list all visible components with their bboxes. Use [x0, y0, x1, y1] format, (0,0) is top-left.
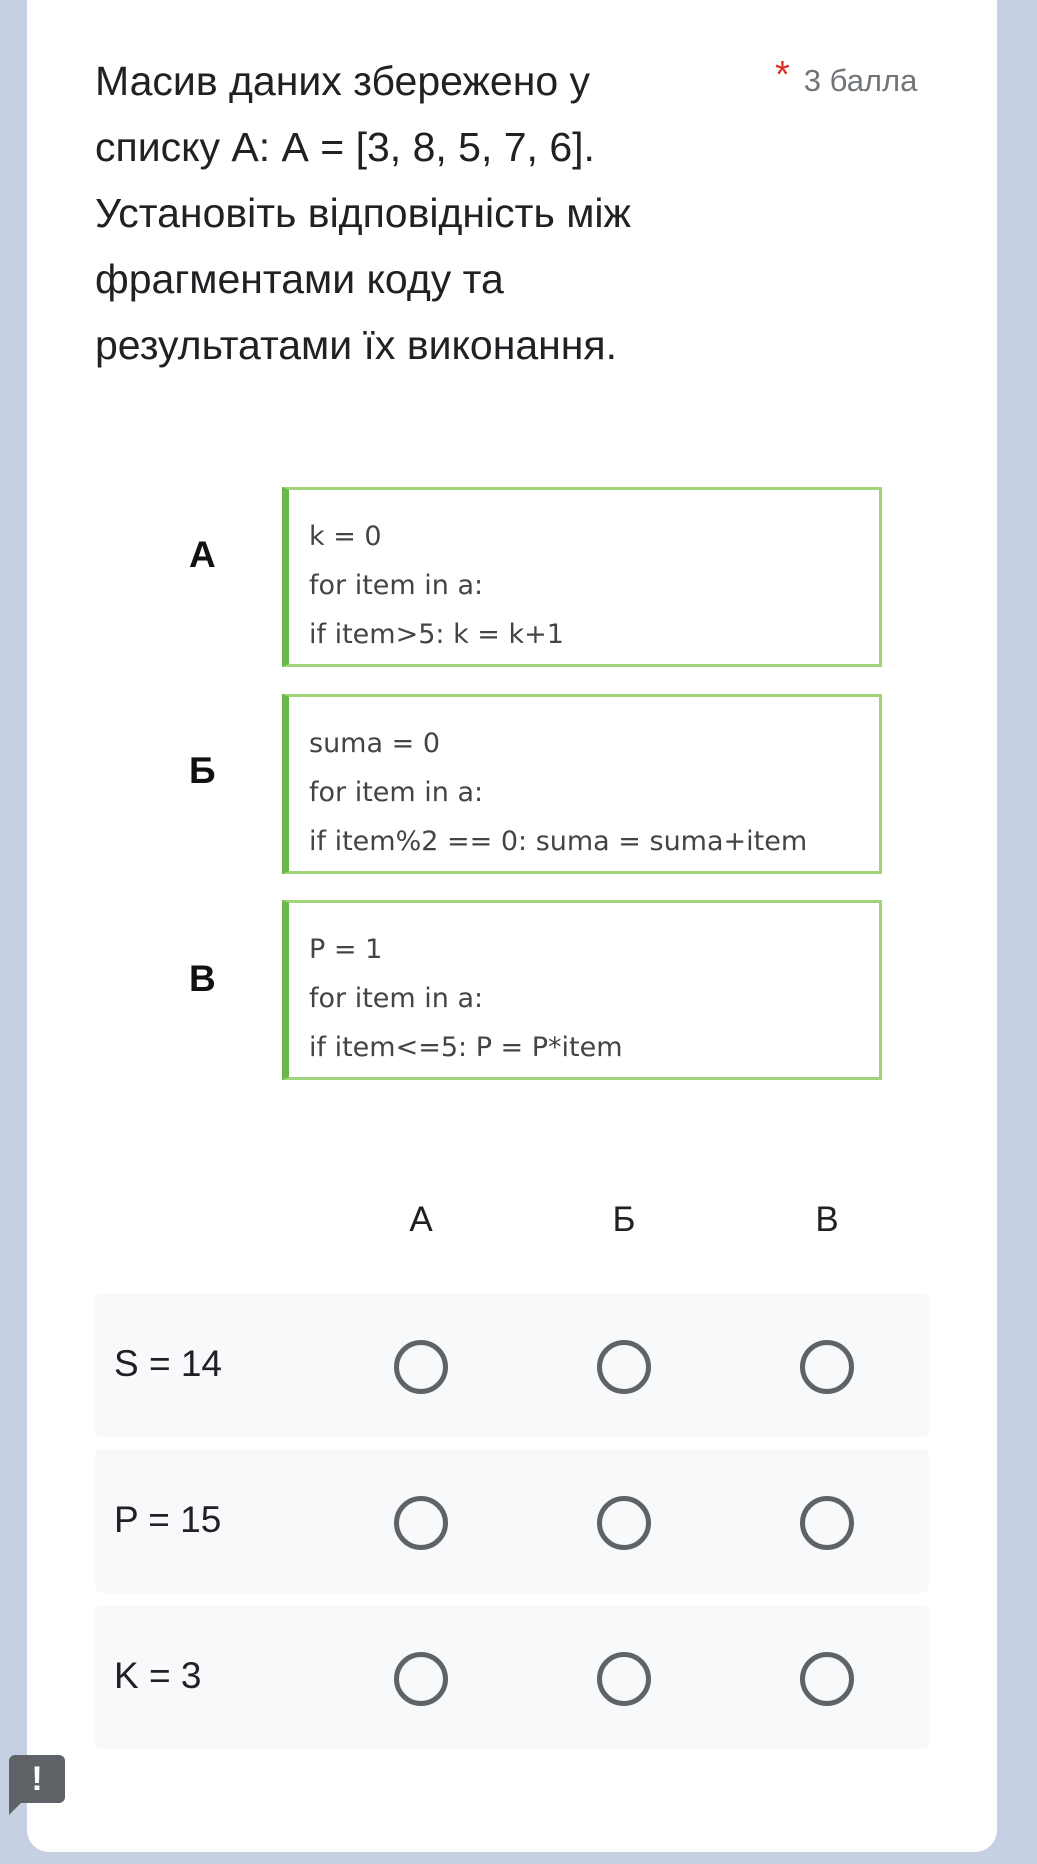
- grid-column-b: Б: [612, 1200, 636, 1239]
- code-line: P = 1: [309, 934, 383, 965]
- code-line: if item<=5: P = P*item: [309, 1032, 623, 1063]
- code-line: k = 0: [309, 521, 382, 552]
- code-line: suma = 0: [309, 728, 440, 759]
- code-line: for item in a:: [309, 983, 484, 1014]
- question-text: [95, 48, 715, 378]
- grid-row-s14: [95, 1293, 929, 1437]
- fragment-label-c: В: [189, 958, 216, 999]
- radio-p15-a[interactable]: [394, 1496, 448, 1550]
- grid-row-label: K = 3: [114, 1655, 202, 1696]
- points-indicator: [775, 54, 918, 101]
- code-line: if item%2 == 0: suma = suma+item: [309, 826, 808, 857]
- points-label: 3 балла: [803, 63, 918, 98]
- question-line: Установіть відповідність між: [95, 190, 631, 236]
- grid-row-k3: [95, 1605, 929, 1749]
- question-line: Масив даних збережено у: [95, 58, 591, 104]
- fragment-label-b: Б: [189, 750, 216, 791]
- report-issue-icon[interactable]: !: [9, 1755, 65, 1803]
- question-card: [27, 0, 997, 1852]
- grid-row-label: P = 15: [114, 1499, 222, 1540]
- question-line: списку А: А = [3, 8, 5, 7, 6].: [95, 124, 595, 170]
- radio-p15-c[interactable]: [800, 1496, 854, 1550]
- question-line: результатами їх виконання.: [95, 322, 618, 368]
- grid-row-p15: [95, 1449, 929, 1593]
- fragment-label-a: А: [189, 534, 216, 575]
- radio-s14-b[interactable]: [597, 1340, 651, 1394]
- radio-k3-c[interactable]: [800, 1652, 854, 1706]
- grid-row-label: S = 14: [114, 1343, 223, 1384]
- radio-k3-a[interactable]: [394, 1652, 448, 1706]
- grid-column-c: В: [815, 1200, 839, 1239]
- radio-s14-c[interactable]: [800, 1340, 854, 1394]
- code-line: if item>5: k = k+1: [309, 619, 564, 650]
- code-fragment-b: [282, 694, 882, 874]
- radio-p15-b[interactable]: [597, 1496, 651, 1550]
- radio-s14-a[interactable]: [394, 1340, 448, 1394]
- question-line: фрагментами коду та: [95, 256, 504, 302]
- code-fragment-a: [282, 487, 882, 667]
- required-asterisk: *: [775, 54, 790, 96]
- grid-column-a: А: [409, 1200, 433, 1239]
- radio-k3-b[interactable]: [597, 1652, 651, 1706]
- code-line: for item in a:: [309, 570, 484, 601]
- code-line: for item in a:: [309, 777, 484, 808]
- code-fragment-c: [282, 900, 882, 1080]
